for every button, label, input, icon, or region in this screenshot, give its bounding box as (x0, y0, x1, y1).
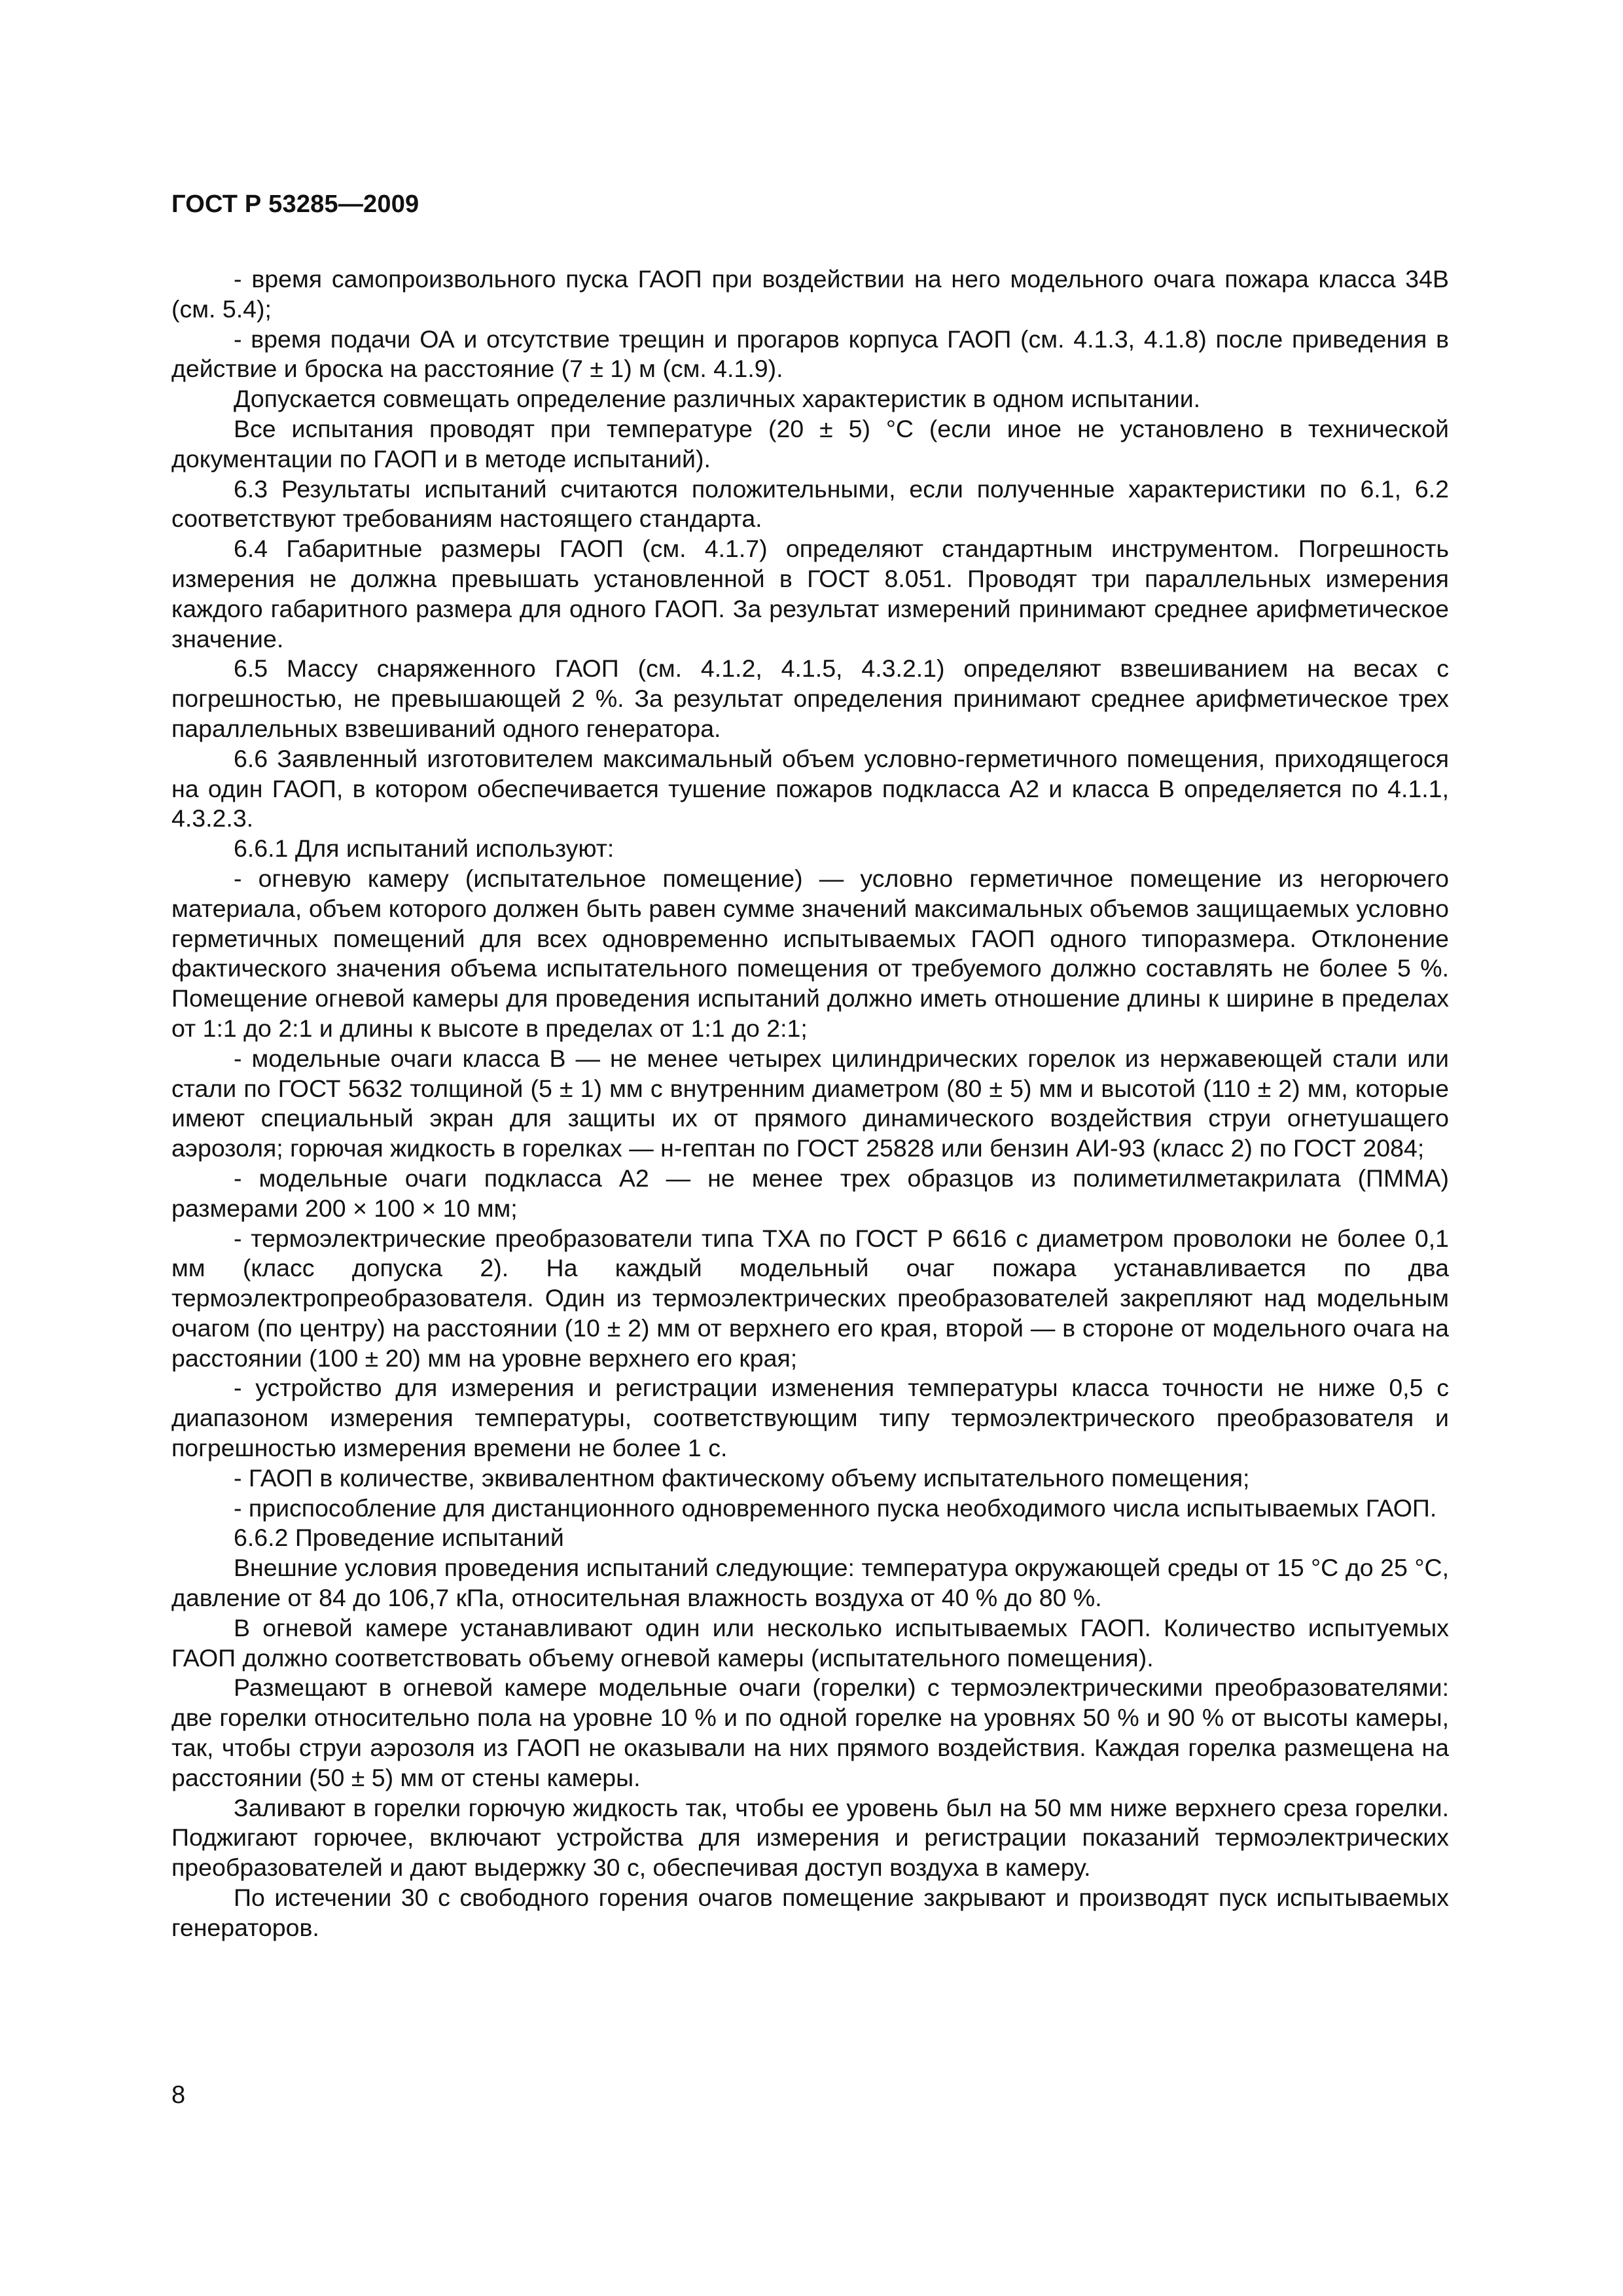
paragraph: 6.3 Результаты испытаний считаются положительными, если полученные характеристики по 6.1, 6.2 соответствуют требованиям настоящего стандарта. (171, 475, 1449, 533)
paragraph: По истечении 30 с свободного горения очагов помещение закрывают и производят пуск испытываемых генераторов. (171, 1884, 1449, 1941)
paragraph: Все испытания проводят при температуре (20 ± 5) °С (если иное не установлено в технической документации по ГАОП и в методе испытаний). (171, 414, 1449, 473)
paragraph: - модельные очаги подкласса А2 — не менее трех образцов из полиметилметакрилата (ПММА) размерами 200 × 100 × 10 мм; (171, 1164, 1449, 1222)
page-number: 8 (171, 2081, 186, 2109)
paragraph: Размещают в огневой камере модельные очаги (горелки) с термоэлектрическими преобразователями: две горелки относительно пола на уровне 10 % и по одной горелке на уровнях 50 % и 90 % от высоты камеры, так, чтобы струи аэрозоля из ГАОП не оказывали на них прямого воздействия. Каждая горелка размещена на расстоянии (50 ± 5) мм от стены камеры. (171, 1674, 1449, 1791)
document-header: ГОСТ Р 53285—2009 (171, 190, 419, 218)
paragraph: - огневую камеру (испытательное помещение) — условно герметичное помещение из негорючего материала, объем которого должен быть равен сумме значений максимальных объемов защищаемых условно герметичных помещений для всех одновременно испытываемых ГАОП одного типоразмера. Отклонение фактического значения объема испытательного помещения от требуемого должно составлять не более 5 %. Помещение огневой камеры для проведения испытаний должно иметь отношение длины к ширине в пределах от 1:1 до 2:1 и длины к высоте в пределах от 1:1 до 2:1; (171, 864, 1449, 1042)
paragraph: - время самопроизвольного пуска ГАОП при воздействии на него модельного очага пожара класса 34В (см. 5.4); (171, 265, 1449, 323)
paragraph: Внешние условия проведения испытаний следующие: температура окружающей среды от 15 °С до 25 °С, давление от 84 до 106,7 кПа, относительная влажность воздуха от 40 % до 80 %. (171, 1554, 1449, 1612)
paragraph: 6.5 Массу снаряженного ГАОП (см. 4.1.2, 4.1.5, 4.3.2.1) определяют взвешиванием на весах с погрешностью, не превышающей 2 %. За результат определения принимают среднее арифметическое трех параллельных взвешиваний одного генератора. (171, 655, 1449, 742)
paragraph: В огневой камере устанавливают один или несколько испытываемых ГАОП. Количество испытуемых ГАОП должно соответствовать объему огневой камеры (испытательного помещения). (171, 1613, 1449, 1672)
paragraph: Допускается совмещать определение различных характеристик в одном испытании. (234, 385, 1201, 413)
paragraph: - время подачи ОА и отсутствие трещин и прогаров корпуса ГАОП (см. 4.1.3, 4.1.8) после приведения в действие и броска на расстояние (7 ± 1) м (см. 4.1.9). (171, 325, 1449, 383)
paragraph: 6.6 Заявленный изготовителем максимальный объем условно-герметичного помещения, приходящегося на один ГАОП, в котором обеспечивается тушение пожаров подкласса А2 и класса В определяется по 4.1.1, 4.3.2.3. (171, 744, 1449, 833)
paragraph: 6.6.1 Для испытаний используют: (234, 834, 615, 863)
paragraph: - термоэлектрические преобразователи типа ТХА по ГОСТ Р 6616 с диаметром проволоки не более 0,1 мм (класс допуска 2). На каждый модельный очаг пожара устанавливается по два термоэлектропреобразователя. Один из термоэлектрических преобразователей закрепляют над модельным очагом (по центру) на расстоянии (10 ± 2) мм от верхнего его края, второй — в стороне от модельного очага на расстоянии (100 ± 20) мм на уровне верхнего его края; (171, 1224, 1449, 1372)
paragraph: 6.6.2 Проведение испытаний (234, 1524, 564, 1552)
paragraph: - ГАОП в количестве, эквивалентном фактическому объему испытательного помещения; (234, 1463, 1250, 1492)
paragraph: Заливают в горелки горючую жидкость так, чтобы ее уровень был на 50 мм ниже верхнего среза горелки. Поджигают горючее, включают устройства для измерения и регистрации показаний термоэлектрических преобразователей и дают выдержку 30 с, обеспечивая доступ воздуха в камеру. (171, 1793, 1449, 1882)
paragraph: - устройство для измерения и регистрации изменения температуры класса точности не ниже 0,5 с диапазоном измерения температуры, соответствующим типу термоэлектрического преобразователя и погрешностью измерения времени не более 1 с. (171, 1374, 1449, 1462)
paragraph: 6.4 Габаритные размеры ГАОП (см. 4.1.7) определяют стандартным инструментом. Погрешность измерения не должна превышать установленной в ГОСТ 8.051. Проводят три параллельных измерения каждого габаритного размера для одного ГАОП. За результат измерений принимают среднее арифметическое значение. (171, 535, 1449, 653)
paragraph: - модельные очаги класса В — не менее четырех цилиндрических горелок из нержавеющей стали или стали по ГОСТ 5632 толщиной (5 ± 1) мм с внутренним диаметром (80 ± 5) мм и высотой (110 ± 2) мм, которые имеют специальный экран для защиты их от прямого динамического воздействия струи огнетушащего аэрозоля; горючая жидкость в горелках — н-гептан по ГОСТ 25828 или бензин АИ-93 (класс 2) по ГОСТ 2084; (171, 1044, 1449, 1162)
document-body (171, 264, 1449, 1943)
paragraph: - приспособление для дистанционного одновременного пуска необходимого числа испытываемых ГАОП. (234, 1494, 1437, 1522)
